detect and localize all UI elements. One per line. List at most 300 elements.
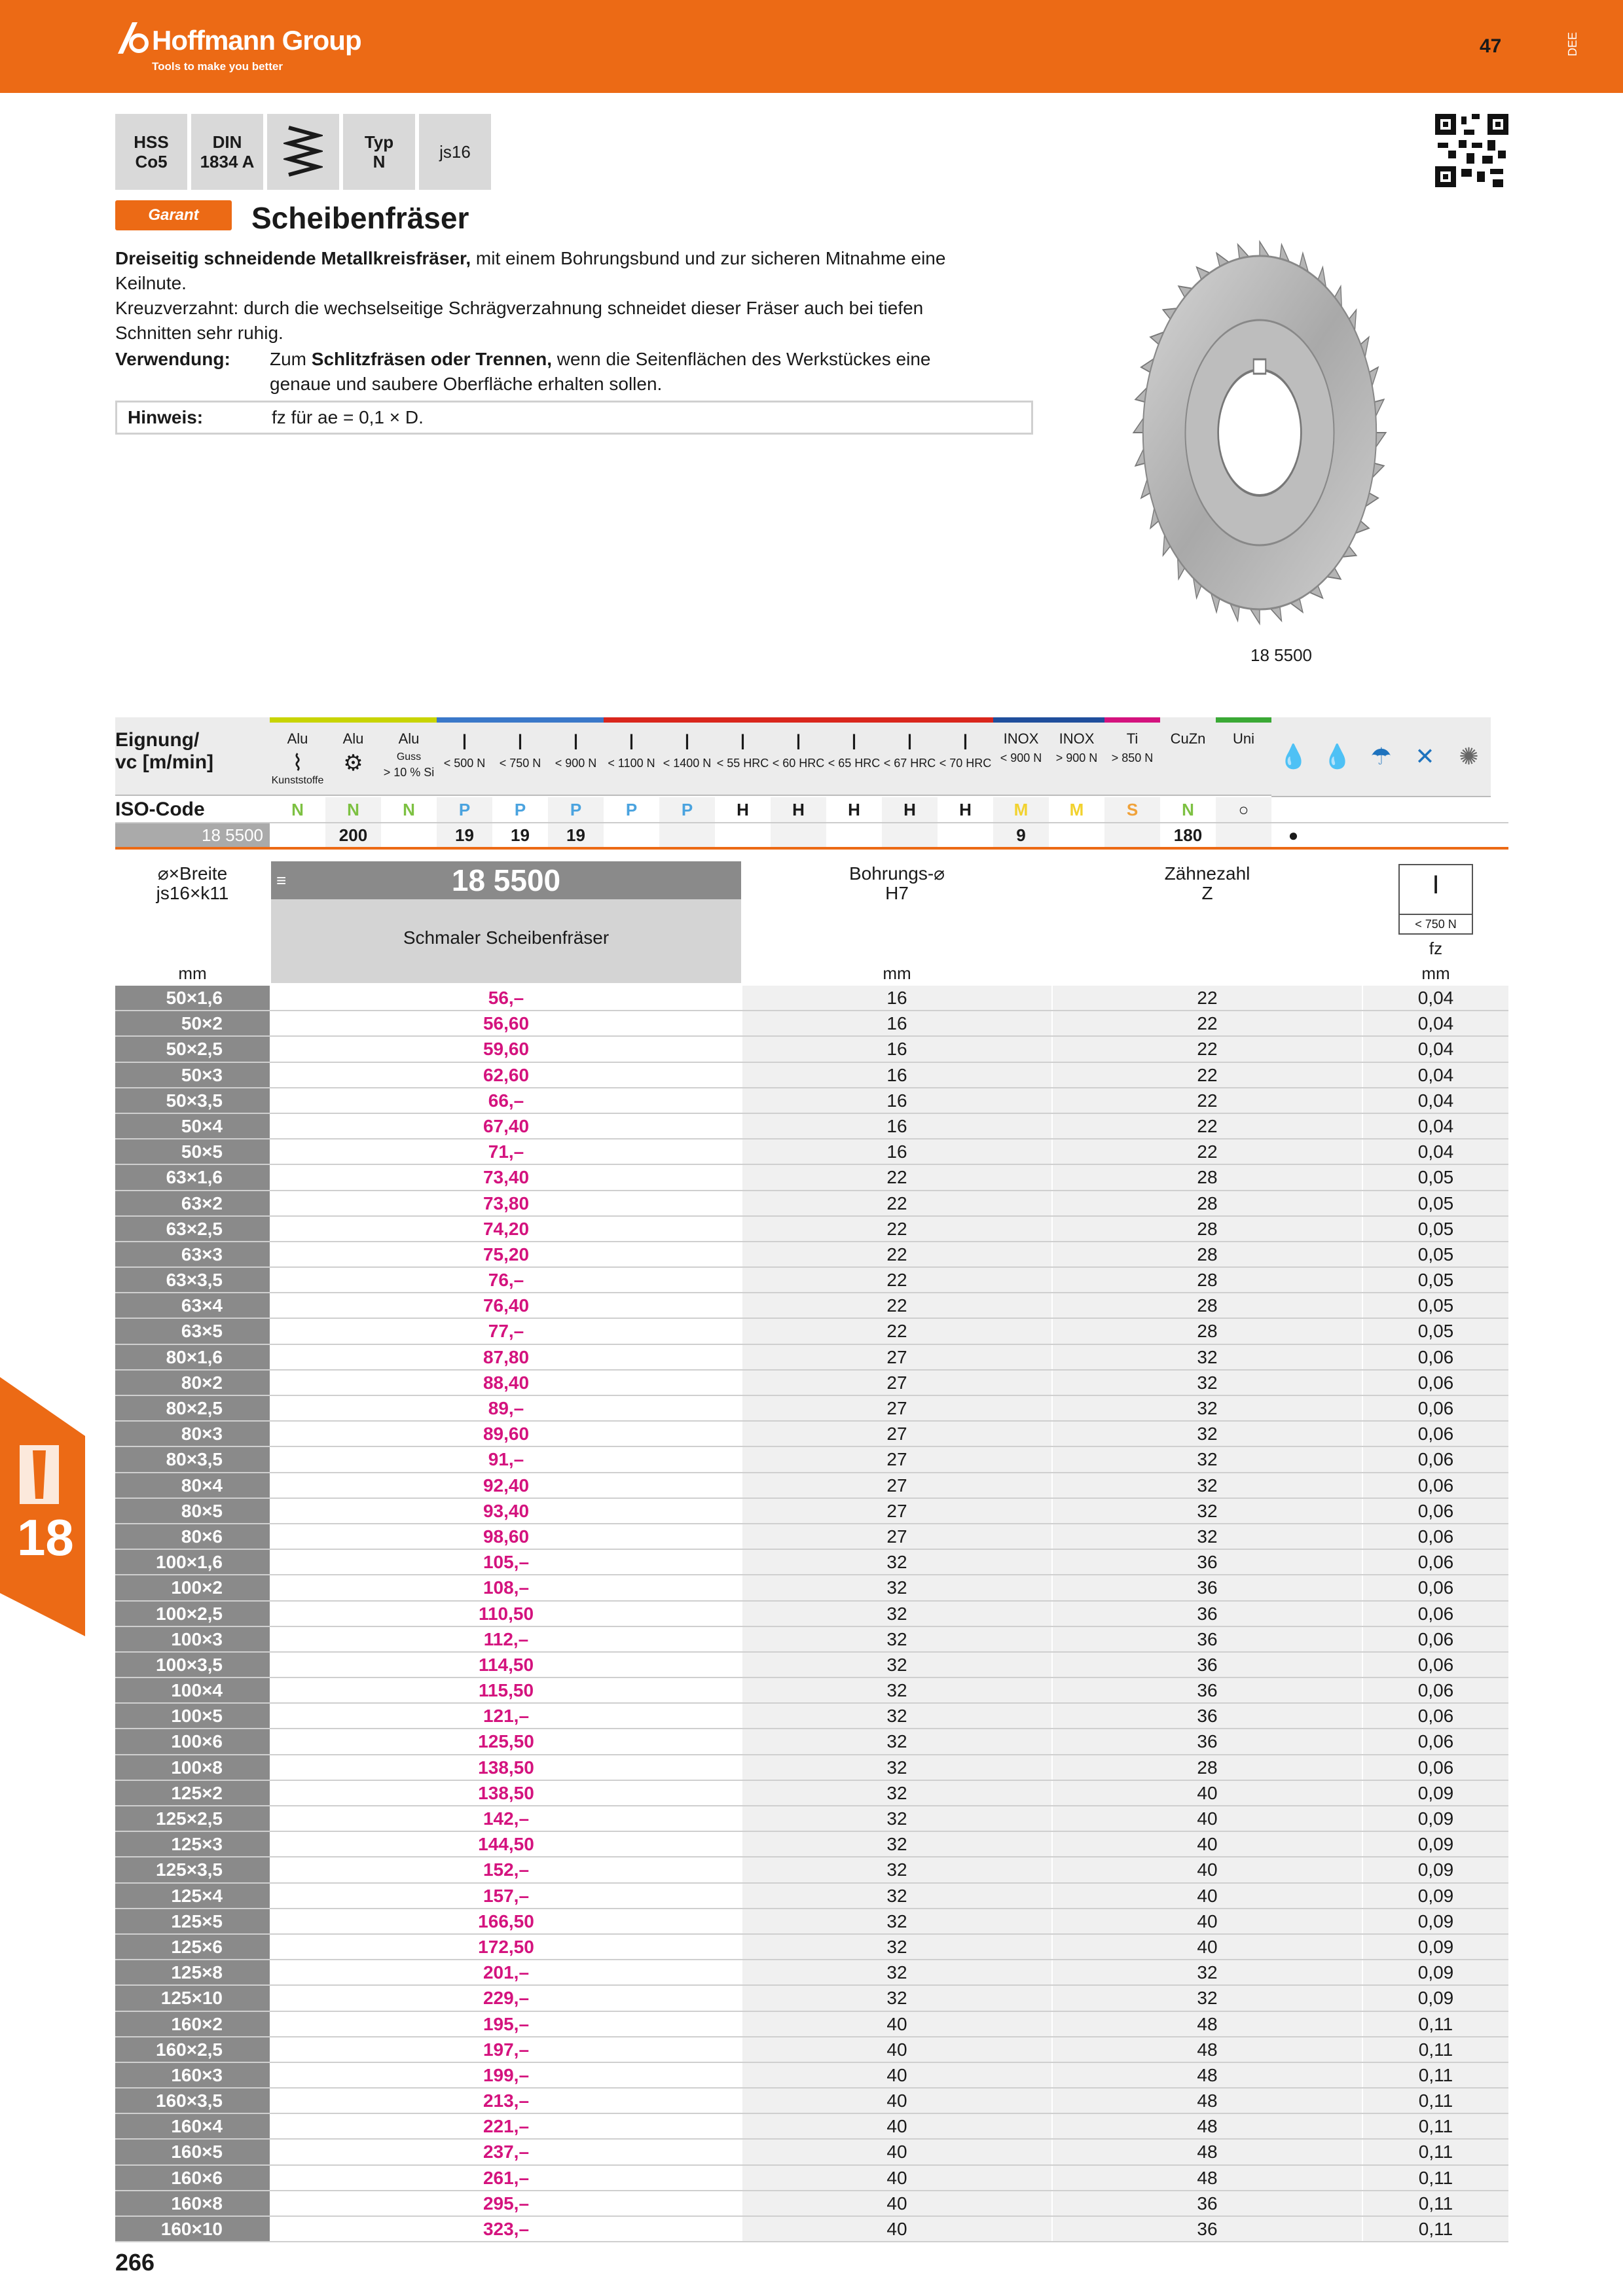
- material-color-bar: [1216, 717, 1271, 723]
- table-row[interactable]: [115, 1319, 1508, 1344]
- language-code: DEE: [1566, 31, 1579, 56]
- table-row[interactable]: [115, 1550, 1508, 1575]
- price-cell[interactable]: 59,60: [483, 1039, 530, 1060]
- table-row[interactable]: [115, 1781, 1508, 1806]
- price-cell[interactable]: 138,50: [478, 1782, 534, 1803]
- feed-cell: 0,09: [1363, 1857, 1508, 1882]
- side-milling-cutter-image: [1131, 240, 1388, 626]
- feed-cell: 0,06: [1363, 1473, 1508, 1498]
- table-row[interactable]: [115, 1447, 1508, 1473]
- spec-tolerance: js16: [419, 114, 491, 190]
- iso-code-cell: P: [604, 797, 659, 822]
- price-cell[interactable]: 213,–: [483, 2090, 530, 2111]
- price-cell[interactable]: 157,–: [483, 1885, 530, 1906]
- price-cell[interactable]: 74,20: [483, 1218, 530, 1239]
- table-row[interactable]: [115, 2114, 1508, 2140]
- material-strength: < 70 HRC: [939, 757, 992, 770]
- suitability-label: Eignung/ vc [m/min]: [115, 717, 270, 796]
- article-description: Schmaler Scheibenfräser: [271, 899, 741, 983]
- dimension-cell: 125×3,5: [115, 1857, 270, 1882]
- bore-cell: 40: [742, 2114, 1051, 2138]
- iso-code-cell: N: [1160, 797, 1216, 822]
- material-column-13: [993, 717, 1049, 796]
- table-row[interactable]: [115, 1884, 1508, 1909]
- teeth-cell: 40: [1053, 1806, 1362, 1831]
- teeth-cell: 48: [1053, 2063, 1362, 2087]
- teeth-cell: 48: [1053, 2012, 1362, 2036]
- bore-cell: 32: [742, 1627, 1051, 1651]
- dimension-cell: 160×3,5: [115, 2089, 270, 2113]
- bore-cell: 22: [742, 1242, 1051, 1266]
- bore-cell: 40: [742, 2063, 1051, 2087]
- bore-cell: 32: [742, 1909, 1051, 1933]
- price-cell[interactable]: 152,–: [483, 1859, 530, 1880]
- feed-cell: 0,04: [1363, 1037, 1508, 1061]
- dimension-cell: 100×4: [115, 1678, 270, 1702]
- material-sub: Guss: [396, 751, 422, 762]
- table-row[interactable]: [115, 2063, 1508, 2089]
- table-row[interactable]: [115, 1602, 1508, 1627]
- bore-cell: 27: [742, 1447, 1051, 1471]
- price-cell[interactable]: 92,40: [483, 1475, 530, 1496]
- table-row[interactable]: [115, 1909, 1508, 1935]
- price-cell[interactable]: 201,–: [483, 1962, 530, 1983]
- material-strength: < 1400 N: [663, 757, 712, 770]
- price-cell[interactable]: 91,–: [488, 1449, 524, 1470]
- bore-cell: 40: [742, 2089, 1051, 2113]
- chapter-number: 18: [17, 1509, 74, 1566]
- bore-cell: 32: [742, 1884, 1051, 1908]
- table-row[interactable]: [115, 1473, 1508, 1499]
- cross-tooth-icon: [267, 114, 339, 190]
- iso-code-cell: N: [381, 797, 437, 822]
- dimension-cell: 125×3: [115, 1832, 270, 1856]
- bore-cell: 22: [742, 1268, 1051, 1292]
- table-row[interactable]: [115, 1114, 1508, 1139]
- teeth-cell: 22: [1053, 1063, 1362, 1087]
- table-row[interactable]: [115, 1806, 1508, 1832]
- bore-cell: 16: [742, 1114, 1051, 1138]
- price-cell[interactable]: 77,–: [488, 1321, 524, 1342]
- dimension-cell: 50×1,6: [115, 986, 270, 1010]
- table-row[interactable]: [115, 1268, 1508, 1293]
- material-column-11: [882, 717, 938, 796]
- cutting-speed-cell: [604, 823, 659, 847]
- iso-code-cell: H: [771, 797, 826, 822]
- material-column-4: [492, 717, 548, 796]
- iso-code-cell: H: [715, 797, 771, 822]
- dimension-cell: 160×3: [115, 2063, 270, 2087]
- coolant-icon: ✕: [1415, 743, 1435, 770]
- material-color-bar: [492, 717, 548, 723]
- price-cell[interactable]: 199,–: [483, 2064, 530, 2085]
- material-column-6: [604, 717, 659, 796]
- bore-cell: 32: [742, 1575, 1051, 1600]
- coolant-icon: ✺: [1459, 743, 1479, 770]
- material-column-3: [437, 717, 492, 796]
- dimension-header: ⌀×Breite js16×k11: [156, 863, 229, 903]
- price-cell[interactable]: 295,–: [483, 2193, 530, 2214]
- material-name: CuZn: [1170, 730, 1206, 747]
- table-row[interactable]: [115, 2140, 1508, 2165]
- feed-cell: 0,11: [1363, 2166, 1508, 2190]
- dimension-cell: 100×5: [115, 1704, 270, 1728]
- dimension-cell: 160×10: [115, 2217, 270, 2241]
- teeth-cell: 36: [1053, 1602, 1362, 1626]
- table-row[interactable]: [115, 1011, 1508, 1037]
- iso-code-cell: ○: [1216, 797, 1271, 822]
- bore-cell: 32: [742, 1935, 1051, 1959]
- price-cell[interactable]: 261,–: [483, 2167, 530, 2188]
- iso-code-cell: M: [993, 797, 1049, 822]
- teeth-cell: 32: [1053, 1371, 1362, 1395]
- table-row[interactable]: [115, 1037, 1508, 1062]
- teeth-cell: 40: [1053, 1857, 1362, 1882]
- material-color-bar: [659, 717, 715, 723]
- price-cell[interactable]: 110,50: [478, 1603, 534, 1624]
- table-row[interactable]: [115, 1371, 1508, 1396]
- table-row[interactable]: [115, 1857, 1508, 1883]
- material-icon: ⚙: [343, 751, 363, 776]
- price-cell[interactable]: 172,50: [478, 1936, 534, 1957]
- feed-cell: 0,04: [1363, 1063, 1508, 1087]
- bore-cell: 27: [742, 1499, 1051, 1523]
- qr-code-icon[interactable]: [1435, 114, 1508, 187]
- material-column-7: [659, 717, 715, 796]
- price-cell[interactable]: 112,–: [483, 1628, 529, 1649]
- material-strength: < 60 HRC: [772, 757, 825, 770]
- cutting-speed-row: [115, 823, 1508, 850]
- spec-din: DIN 1834 A: [191, 114, 263, 190]
- teeth-cell: 28: [1053, 1319, 1362, 1343]
- material-icon: I: [517, 730, 524, 755]
- feed-cell: 0,06: [1363, 1499, 1508, 1523]
- table-row[interactable]: [115, 1499, 1508, 1524]
- price-cell[interactable]: 115,50: [478, 1680, 534, 1701]
- dimension-cell: 50×2,5: [115, 1037, 270, 1061]
- table-row[interactable]: [115, 1729, 1508, 1755]
- product-description: Dreiseitig schneidende Metallkreisfräser, mit einem Bohrungsbund und zur sicheren Mitnahme eine Keilnute. Kreuzverzahnt: durch die wechselseitige Schrägverzahnung schneidet dieser Fräser auch bei tiefen Schnitten sehr ruhig.: [115, 248, 946, 343]
- table-row[interactable]: [115, 1293, 1508, 1319]
- teeth-cell: 28: [1053, 1191, 1362, 1215]
- feed-cell: 0,05: [1363, 1319, 1508, 1343]
- teeth-cell: 32: [1053, 1524, 1362, 1549]
- table-row[interactable]: [115, 1396, 1508, 1422]
- price-cell[interactable]: 76,–: [488, 1270, 524, 1291]
- table-row[interactable]: [115, 1242, 1508, 1268]
- table-row[interactable]: [115, 2217, 1508, 2242]
- price-cell[interactable]: 76,40: [483, 1295, 530, 1316]
- price-cell[interactable]: 237,–: [483, 2142, 530, 2162]
- table-row[interactable]: [115, 986, 1508, 1011]
- teeth-cell: 22: [1053, 1114, 1362, 1138]
- table-row[interactable]: [115, 2012, 1508, 2037]
- material-icon: I: [906, 730, 913, 755]
- table-row[interactable]: [115, 2191, 1508, 2217]
- material-color-bar: [548, 717, 604, 723]
- price-cell[interactable]: 229,–: [483, 1988, 530, 2009]
- material-columns: [270, 717, 1271, 797]
- table-row[interactable]: [115, 1139, 1508, 1165]
- material-color-bar: [882, 717, 938, 723]
- price-cell[interactable]: 166,50: [478, 1910, 534, 1931]
- material-color-bar: [938, 717, 993, 723]
- coolant-mark: [1315, 823, 1359, 847]
- teeth-cell: 36: [1053, 1704, 1362, 1728]
- feed-cell: 0,11: [1363, 2063, 1508, 2087]
- dimension-cell: 80×3: [115, 1422, 270, 1446]
- bore-cell: 16: [742, 986, 1051, 1010]
- cutting-speed-cell: 180: [1160, 823, 1216, 847]
- teeth-cell: 48: [1053, 2037, 1362, 2062]
- material-strength: < 67 HRC: [883, 757, 936, 770]
- price-cell[interactable]: 138,50: [478, 1757, 534, 1778]
- table-row[interactable]: [115, 1627, 1508, 1653]
- price-cell[interactable]: 105,–: [483, 1552, 530, 1573]
- price-cell[interactable]: 71,–: [488, 1141, 524, 1162]
- hint-label: Hinweis:: [128, 407, 204, 427]
- material-strength: < 900 N: [1000, 751, 1042, 764]
- price-list-icon: ≡: [276, 870, 287, 890]
- coolant-mark: [1359, 823, 1403, 847]
- table-row[interactable]: [115, 1524, 1508, 1550]
- feed-cell: 0,11: [1363, 2012, 1508, 2036]
- material-name: Uni: [1232, 730, 1254, 747]
- table-row[interactable]: [115, 2089, 1508, 2114]
- bore-cell: 22: [742, 1217, 1051, 1241]
- table-row[interactable]: [115, 1063, 1508, 1088]
- table-row[interactable]: [115, 1832, 1508, 1857]
- coolant-icon: 💧: [1279, 743, 1308, 770]
- material-strength: < 900 N: [555, 757, 597, 770]
- price-cell[interactable]: 197,–: [483, 2039, 530, 2060]
- cutting-speed-cell: 19: [492, 823, 548, 847]
- iso-code-cell: P: [437, 797, 492, 822]
- price-cell[interactable]: 89,60: [483, 1424, 530, 1444]
- table-header: [115, 861, 1508, 986]
- price-cell[interactable]: 73,80: [483, 1193, 530, 1213]
- table-row[interactable]: [115, 1191, 1508, 1217]
- iso-code-cell: N: [270, 797, 325, 822]
- dimension-cell: 63×2: [115, 1191, 270, 1215]
- dimension-cell: 160×4: [115, 2114, 270, 2138]
- material-icon: I: [795, 730, 802, 755]
- material-color-bar: [437, 717, 492, 723]
- material-name: INOX: [1003, 730, 1039, 747]
- bore-cell: 16: [742, 1011, 1051, 1035]
- dimension-cell: 63×3: [115, 1242, 270, 1266]
- material-column-5: [548, 717, 604, 796]
- bore-cell: 22: [742, 1191, 1051, 1215]
- table-row[interactable]: [115, 1986, 1508, 2011]
- bore-cell: 16: [742, 1088, 1051, 1113]
- teeth-cell: 40: [1053, 1935, 1362, 1959]
- teeth-cell: 36: [1053, 1653, 1362, 1677]
- teeth-cell: 22: [1053, 1139, 1362, 1164]
- cutting-speed-cell: 19: [437, 823, 492, 847]
- price-cell[interactable]: 93,40: [483, 1500, 530, 1521]
- table-row[interactable]: [115, 1217, 1508, 1242]
- table-body: [115, 986, 1508, 2242]
- suitability-matrix: [115, 717, 1508, 850]
- material-color-bar: [270, 717, 325, 723]
- bore-cell: 32: [742, 1678, 1051, 1702]
- bore-cell: 22: [742, 1165, 1051, 1189]
- price-cell[interactable]: 56,60: [483, 1013, 530, 1034]
- feed-cell: 0,09: [1363, 1884, 1508, 1908]
- table-row[interactable]: [115, 2166, 1508, 2191]
- feed-cell: 0,04: [1363, 1139, 1508, 1164]
- bore-cell: 32: [742, 1832, 1051, 1856]
- dimension-cell: 160×8: [115, 2191, 270, 2215]
- bore-cell: 16: [742, 1063, 1051, 1087]
- feed-cell: 0,09: [1363, 1832, 1508, 1856]
- dimension-cell: 80×5: [115, 1499, 270, 1523]
- page-header: [0, 0, 1623, 93]
- price-cell[interactable]: 323,–: [483, 2219, 530, 2239]
- feed-cell: 0,05: [1363, 1217, 1508, 1241]
- price-cell[interactable]: 125,50: [478, 1731, 534, 1752]
- material-name: INOX: [1059, 730, 1095, 747]
- feed-cell: 0,06: [1363, 1602, 1508, 1626]
- iso-code-cell: H: [826, 797, 882, 822]
- price-cell[interactable]: 88,40: [483, 1372, 530, 1393]
- material-strength: < 750 N: [499, 757, 541, 770]
- bore-cell: 22: [742, 1319, 1051, 1343]
- teeth-cell: 28: [1053, 1755, 1362, 1780]
- cutting-speed-cell: 19: [548, 823, 604, 847]
- price-cell[interactable]: 142,–: [483, 1808, 530, 1829]
- table-row[interactable]: [115, 1345, 1508, 1371]
- dimension-cell: 50×3: [115, 1063, 270, 1087]
- dimension-cell: 125×8: [115, 1960, 270, 1984]
- table-row[interactable]: [115, 2037, 1508, 2063]
- cutting-speed-cell: [1049, 823, 1104, 847]
- table-row[interactable]: [115, 1575, 1508, 1601]
- iso-code-cell: H: [882, 797, 938, 822]
- cutting-speed-cell: [771, 823, 826, 847]
- price-cell[interactable]: 114,50: [478, 1654, 534, 1675]
- feed-cell: 0,06: [1363, 1422, 1508, 1446]
- material-color-bar: [1104, 717, 1160, 723]
- cutting-speed-cell: [826, 823, 882, 847]
- spec-material: HSS Co5: [115, 114, 187, 190]
- cutting-speed-cell: [270, 823, 325, 847]
- iso-code-row: [115, 797, 1508, 823]
- material-icon: I: [850, 730, 858, 755]
- table-row[interactable]: [115, 1653, 1508, 1678]
- dimension-cell: 50×4: [115, 1114, 270, 1138]
- chapter-tab[interactable]: [0, 1377, 85, 1636]
- price-cell[interactable]: 75,20: [483, 1244, 530, 1265]
- price-cell[interactable]: 195,–: [483, 2013, 530, 2034]
- feed-cell: 0,04: [1363, 1088, 1508, 1113]
- material-name: Alu: [398, 730, 420, 747]
- teeth-cell: 32: [1053, 1986, 1362, 2010]
- material-icon: I: [461, 730, 468, 755]
- feed-cell: 0,06: [1363, 1627, 1508, 1651]
- bore-cell: 32: [742, 1653, 1051, 1677]
- feed-cell: 0,05: [1363, 1293, 1508, 1318]
- bore-cell: 27: [742, 1473, 1051, 1498]
- dimension-cell: 125×2: [115, 1781, 270, 1805]
- garant-brand-badge: Garant: [115, 200, 232, 230]
- table-row[interactable]: [115, 1960, 1508, 1986]
- teeth-cell: 28: [1053, 1293, 1362, 1318]
- price-cell[interactable]: 73,40: [483, 1167, 530, 1188]
- dimension-cell: 100×2,5: [115, 1602, 270, 1626]
- iso-code-cell: M: [1049, 797, 1104, 822]
- teeth-cell: 36: [1053, 1550, 1362, 1574]
- table-row[interactable]: [115, 1678, 1508, 1704]
- table-row[interactable]: [115, 1422, 1508, 1447]
- suitability-header-row: [115, 717, 1508, 797]
- table-row[interactable]: [115, 1088, 1508, 1114]
- bore-cell: 32: [742, 1806, 1051, 1831]
- dimension-cell: 160×2,5: [115, 2037, 270, 2062]
- price-cell[interactable]: 221,–: [483, 2116, 530, 2137]
- table-row[interactable]: [115, 1755, 1508, 1781]
- price-cell[interactable]: 62,60: [483, 1064, 530, 1085]
- teeth-cell: 36: [1053, 1575, 1362, 1600]
- feed-cell: 0,04: [1363, 1011, 1508, 1035]
- price-cell[interactable]: 144,50: [478, 1834, 534, 1855]
- table-row[interactable]: [115, 1935, 1508, 1960]
- price-cell[interactable]: 98,60: [483, 1526, 530, 1547]
- teeth-cell: 32: [1053, 1473, 1362, 1498]
- teeth-cell: 32: [1053, 1447, 1362, 1471]
- teeth-cell: 28: [1053, 1217, 1362, 1241]
- bore-cell: 27: [742, 1524, 1051, 1549]
- iso-code-cell: H: [938, 797, 993, 822]
- cutting-speed-cell: [659, 823, 715, 847]
- material-icon: I: [962, 730, 969, 755]
- teeth-cell: 48: [1053, 2166, 1362, 2190]
- material-icon: I: [628, 730, 635, 755]
- price-cell[interactable]: 67,40: [483, 1115, 530, 1136]
- feed-cell: 0,09: [1363, 1781, 1508, 1805]
- bore-cell: 27: [742, 1371, 1051, 1395]
- material-strength: > 900 N: [1055, 751, 1098, 764]
- feed-label: fz: [1429, 939, 1443, 958]
- material-name: Alu: [287, 730, 308, 747]
- price-cell[interactable]: 66,–: [488, 1090, 524, 1111]
- feed-cell: 0,11: [1363, 2191, 1508, 2215]
- price-cell[interactable]: 121,–: [483, 1706, 530, 1727]
- price-cell[interactable]: 89,–: [488, 1398, 524, 1418]
- material-color-bar: [715, 717, 771, 723]
- spec-type: Typ N: [343, 114, 415, 190]
- cutting-speed-cell: [882, 823, 938, 847]
- table-row[interactable]: [115, 1165, 1508, 1191]
- price-cell[interactable]: 108,–: [483, 1577, 530, 1598]
- teeth-cell: 40: [1053, 1832, 1362, 1856]
- feed-cell: 0,06: [1363, 1371, 1508, 1395]
- feed-cell: 0,06: [1363, 1447, 1508, 1471]
- material-column-12: [938, 717, 993, 796]
- table-row[interactable]: [115, 1704, 1508, 1729]
- price-cell[interactable]: 56,–: [488, 988, 524, 1008]
- material-strength: < 65 HRC: [828, 757, 881, 770]
- price-cell[interactable]: 87,80: [483, 1346, 530, 1367]
- material-strength: < 55 HRC: [716, 757, 769, 770]
- teeth-cell: 22: [1053, 986, 1362, 1010]
- iso-code-cell: P: [492, 797, 548, 822]
- bore-cell: 32: [742, 1986, 1051, 2010]
- cutting-speed-cell: [1216, 823, 1271, 847]
- article-number: 18 5500 ≡: [271, 861, 741, 899]
- feed-cell: 0,04: [1363, 986, 1508, 1010]
